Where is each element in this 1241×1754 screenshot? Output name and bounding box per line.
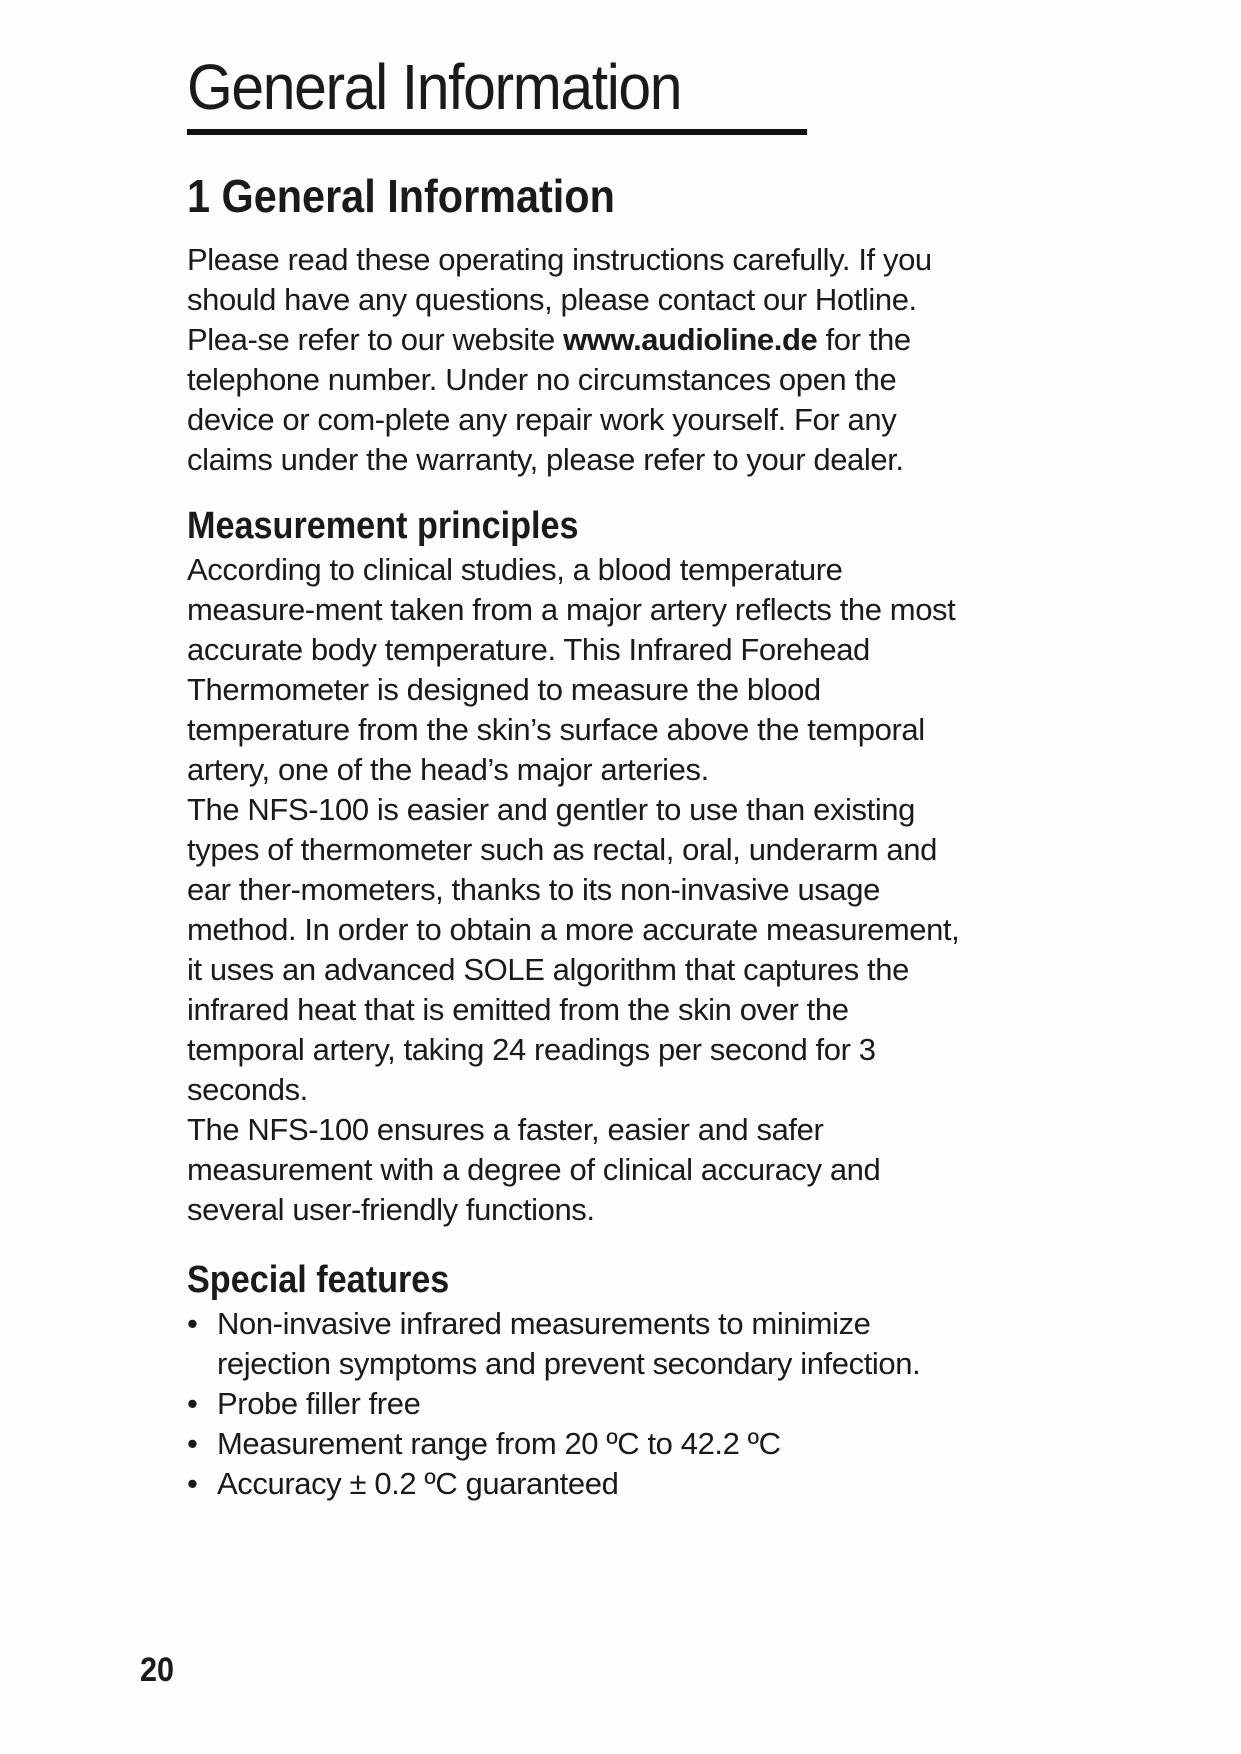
page-content [187, 51, 1067, 1504]
bullet-icon: • [187, 1425, 198, 1461]
measurement-paragraph-1: According to clinical studies, a blood temperature measure-ment taken from a major artery reflects the most accurate body temperature. This Infrared Forehead Thermometer is designed to measure the blood temperature from the skin’s surface above the temporal artery, one of the head’s major arteries. [187, 551, 956, 787]
intro-text-part1: Please read these operating instructions carefully. If you should have any questions, please contact our Hotline. Plea-se refer to our website [187, 241, 932, 357]
bullet-icon: • [187, 1465, 198, 1501]
feature-text: Accuracy ± 0.2 ºC guaranteed [217, 1465, 619, 1501]
feature-text: Probe filler free [217, 1385, 421, 1421]
list-item [187, 1304, 967, 1384]
intro-text-part2: for the telephone number. Under no circumstances open the device or com-plete any repair work yourself. For any claims under the warranty, please refer to your dealer. [187, 321, 911, 477]
list-item [187, 1424, 967, 1464]
feature-text: Measurement range from 20 ºC to 42.2 ºC [217, 1425, 781, 1461]
bullet-icon: • [187, 1385, 198, 1421]
feature-text: Non-invasive infrared measurements to minimize rejection symptoms and prevent secondary infection. [217, 1305, 921, 1381]
bullet-icon: • [187, 1305, 198, 1341]
list-item [187, 1464, 967, 1504]
special-features-title: Special features [187, 1258, 450, 1301]
measurement-principles-title: Measurement principles [187, 504, 579, 547]
page-number: 20 [140, 1651, 175, 1689]
measurement-paragraph-3: The NFS-100 ensures a faster, easier and safer measurement with a degree of clinical accuracy and several user-friendly functions. [187, 1111, 881, 1227]
intro-paragraph [187, 240, 967, 480]
section-title: 1 General Information [187, 170, 615, 222]
running-header: General Information [187, 55, 807, 135]
measurement-paragraph-2: The NFS-100 is easier and gentler to use than existing types of thermometer such as rectal, oral, underarm and ear ther-mometers, thanks to its non-invasive usage method. In order to obtain a more accurate measurement, it uses an advanced SOLE algorithm that captures the infrared heat that is emitted from the skin over the temporal artery, taking 24 readings per second for 3 seconds. [187, 791, 960, 1107]
list-item [187, 1384, 967, 1424]
feature-list [187, 1304, 967, 1504]
website-link[interactable]: www.audioline.de [563, 321, 818, 357]
